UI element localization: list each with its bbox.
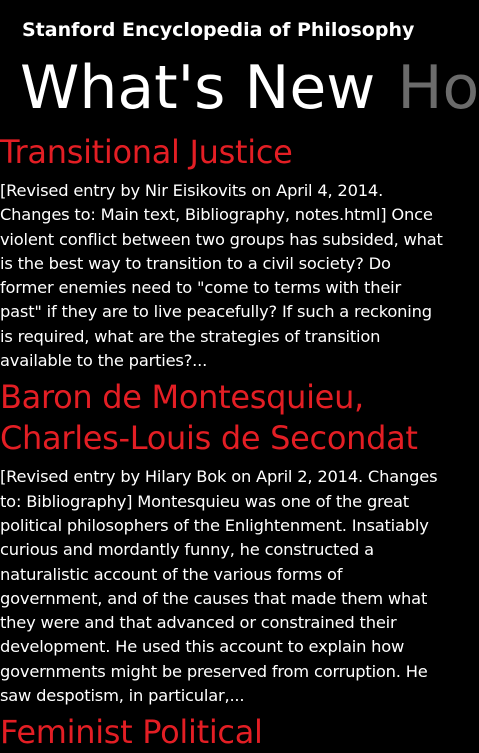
entry-title[interactable]: Baron de Montesquieu, Charles-Louis de Secondat: [0, 378, 418, 458]
entry-item[interactable]: [0, 377, 443, 708]
app-title: Stanford Encyclopedia of Philosophy: [22, 19, 415, 41]
pivot-item-whats-new[interactable]: What's New: [20, 53, 376, 123]
pivot-item-home[interactable]: Ho: [397, 53, 479, 123]
entry-list: [0, 132, 443, 753]
entry-summary: [Revised entry by Nir Eisikovits on April 4, 2014. Changes to: Main text, Bibliography, notes.html] Once violent conflict between two groups has subsided, what is the best way to transition to a civil society? Do former enemies need to "come to terms with their past" if they are to live peacefully? If such a reckoning is required, what are the strategies of transition available to the parties?...: [0, 181, 443, 371]
entry-summary: [Revised entry by Hilary Bok on April 2, 2014. Changes to: Bibliography] Montesquieu was one of the great political philosophers of the Enlightenment. Insatiably curious and mordantly funny, he constructed a naturalistic account of the various forms of government, and of the causes that made them what they were and that advanced or constrained their development. He used this account to explain how governments might be preserved from corruption. He saw despotism, in particular,...: [0, 467, 438, 706]
entry-item[interactable]: [0, 712, 443, 753]
entry-item[interactable]: [0, 132, 443, 373]
entry-title[interactable]: Transitional Justice: [0, 133, 293, 171]
pivot-header: [20, 52, 479, 124]
entry-title[interactable]: Feminist Political: [0, 713, 263, 752]
